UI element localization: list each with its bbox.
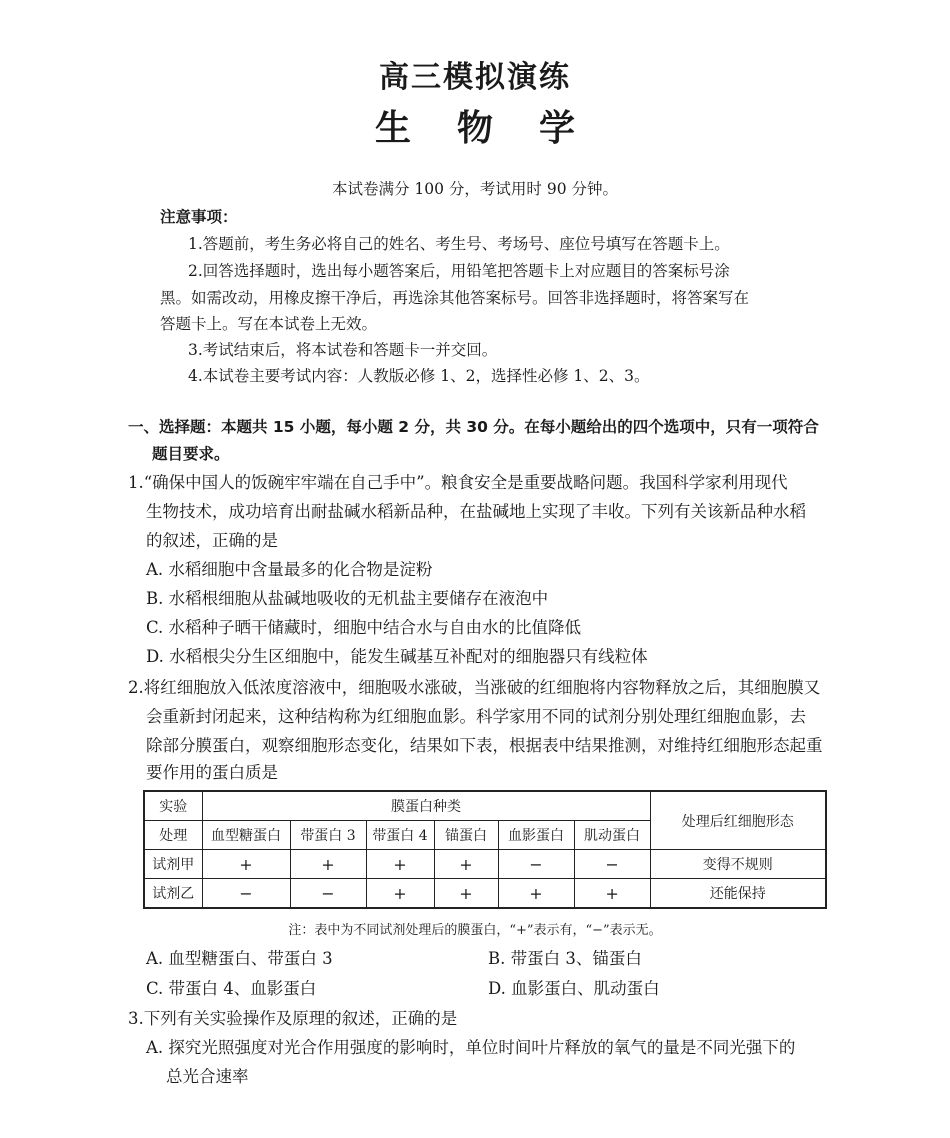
subject-title: 生物学 — [374, 108, 621, 149]
question-2-option-c: C. 带蛋白 4、血影蛋白 — [146, 979, 317, 998]
question-1-option-c: C. 水稻种子晒干储藏时，细胞中结合水与自由水的比值降低 — [146, 618, 582, 637]
question-3-stem: 3.下列有关实验操作及原理的叙述，正确的是 — [128, 1009, 458, 1028]
presence-mark: + — [434, 879, 498, 909]
notice-line: 4.本试卷主要考试内容：人教版必修 1、2，选择性必修 1、2、3。 — [188, 367, 650, 385]
presence-mark: + — [498, 879, 574, 909]
presence-mark: − — [574, 850, 650, 879]
question-2-stem: 除部分膜蛋白，观察细胞形态变化，结果如下表，根据表中结果推测，对维持红细胞形态起重 — [146, 736, 823, 755]
table-row — [144, 850, 826, 879]
presence-mark: + — [202, 850, 290, 879]
result-cell: 还能保持 — [650, 879, 826, 909]
result-cell: 变得不规则 — [650, 850, 826, 879]
protein-header: 带蛋白 3 — [290, 821, 366, 850]
question-3-option-a-cont: 总光合速率 — [166, 1067, 249, 1086]
exam-intro: 本试卷满分 100 分，考试用时 90 分钟。 — [331, 180, 619, 198]
result-header: 处理后红细胞形态 — [650, 791, 826, 850]
question-2-stem: 会重新封闭起来，这种结构称为红细胞血影。科学家用不同的试剂分别处理红细胞血影，去 — [146, 707, 806, 726]
presence-mark: + — [290, 850, 366, 879]
protein-header: 带蛋白 4 — [366, 821, 434, 850]
question-1-option-a: A. 水稻细胞中含量最多的化合物是淀粉 — [146, 560, 433, 579]
question-1-stem: 的叙述，正确的是 — [146, 531, 278, 550]
question-1-stem: 生物技术，成功培育出耐盐碱水稻新品种，在盐碱地上实现了丰收。下列有关该新品种水稻 — [146, 502, 806, 521]
notice-line: 答题卡上。写在本试卷上无效。 — [160, 315, 378, 333]
question-2-option-d: D. 血影蛋白、肌动蛋白 — [488, 979, 660, 998]
question-1-stem: 1.“确保中国人的饭碗牢牢端在自己手中”。粮食安全是重要战略问题。我国科学家利用现代 — [128, 473, 788, 492]
row-label: 试剂甲 — [144, 850, 202, 879]
question-2-option-b: B. 带蛋白 3、锚蛋白 — [488, 949, 642, 968]
protein-header: 锚蛋白 — [434, 821, 498, 850]
notice-line: 1.答题前，考生务必将自己的姓名、考生号、考场号、座位号填写在答题卡上。 — [188, 235, 730, 253]
row-label: 试剂乙 — [144, 879, 202, 909]
notice-heading: 注意事项： — [160, 208, 238, 226]
presence-mark: + — [574, 879, 650, 909]
notice-line: 黑。如需改动，用橡皮擦干净后，再选涂其他答案标号。回答非选择题时，将答案写在 — [160, 289, 750, 307]
presence-mark: + — [366, 879, 434, 909]
corner-header-bottom: 处理 — [144, 821, 202, 850]
corner-header-top: 实验 — [144, 791, 202, 821]
protein-header: 血型糖蛋白 — [202, 821, 290, 850]
question-2-stem: 2.将红细胞放入低浓度溶液中，细胞吸水涨破，当涨破的红细胞将内容物释放之后，其细胞膜又 — [128, 678, 821, 697]
section-heading: 一、选择题：本题共 15 小题，每小题 2 分，共 30 分。在每小题给出的四个选项中，只有一项符合 — [128, 418, 819, 436]
section-heading-cont: 题目要求。 — [152, 445, 230, 463]
question-1-option-b: B. 水稻根细胞从盐碱地吸收的无机盐主要储存在液泡中 — [146, 589, 549, 608]
protein-header: 肌动蛋白 — [574, 821, 650, 850]
notice-line: 3.考试结束后，将本试卷和答题卡一并交回。 — [188, 341, 498, 359]
presence-mark: + — [434, 850, 498, 879]
notice-line: 2.回答选择题时，选出每小题答案后，用铅笔把答题卡上对应题目的答案标号涂 — [188, 262, 730, 280]
question-2-option-a: A. 血型糖蛋白、带蛋白 3 — [146, 949, 333, 968]
presence-mark: + — [366, 850, 434, 879]
presence-mark: − — [290, 879, 366, 909]
protein-header: 血影蛋白 — [498, 821, 574, 850]
presence-mark: − — [202, 879, 290, 909]
question-3-option-a: A. 探究光照强度对光合作用强度的影响时，单位时间叶片释放的氧气的量是不同光强下的 — [146, 1038, 796, 1057]
membrane-protein-table — [143, 790, 827, 909]
protein-group-header: 膜蛋白种类 — [202, 791, 650, 821]
exam-title: 高三模拟演练 — [379, 60, 571, 95]
question-2-stem: 要作用的蛋白质是 — [146, 763, 278, 782]
table-note: 注：表中为不同试剂处理后的膜蛋白，“+”表示有，“−”表示无。 — [288, 923, 662, 938]
presence-mark: − — [498, 850, 574, 879]
question-1-option-d: D. 水稻根尖分生区细胞中，能发生碱基互补配对的细胞器只有线粒体 — [146, 647, 648, 666]
table-row — [144, 879, 826, 909]
